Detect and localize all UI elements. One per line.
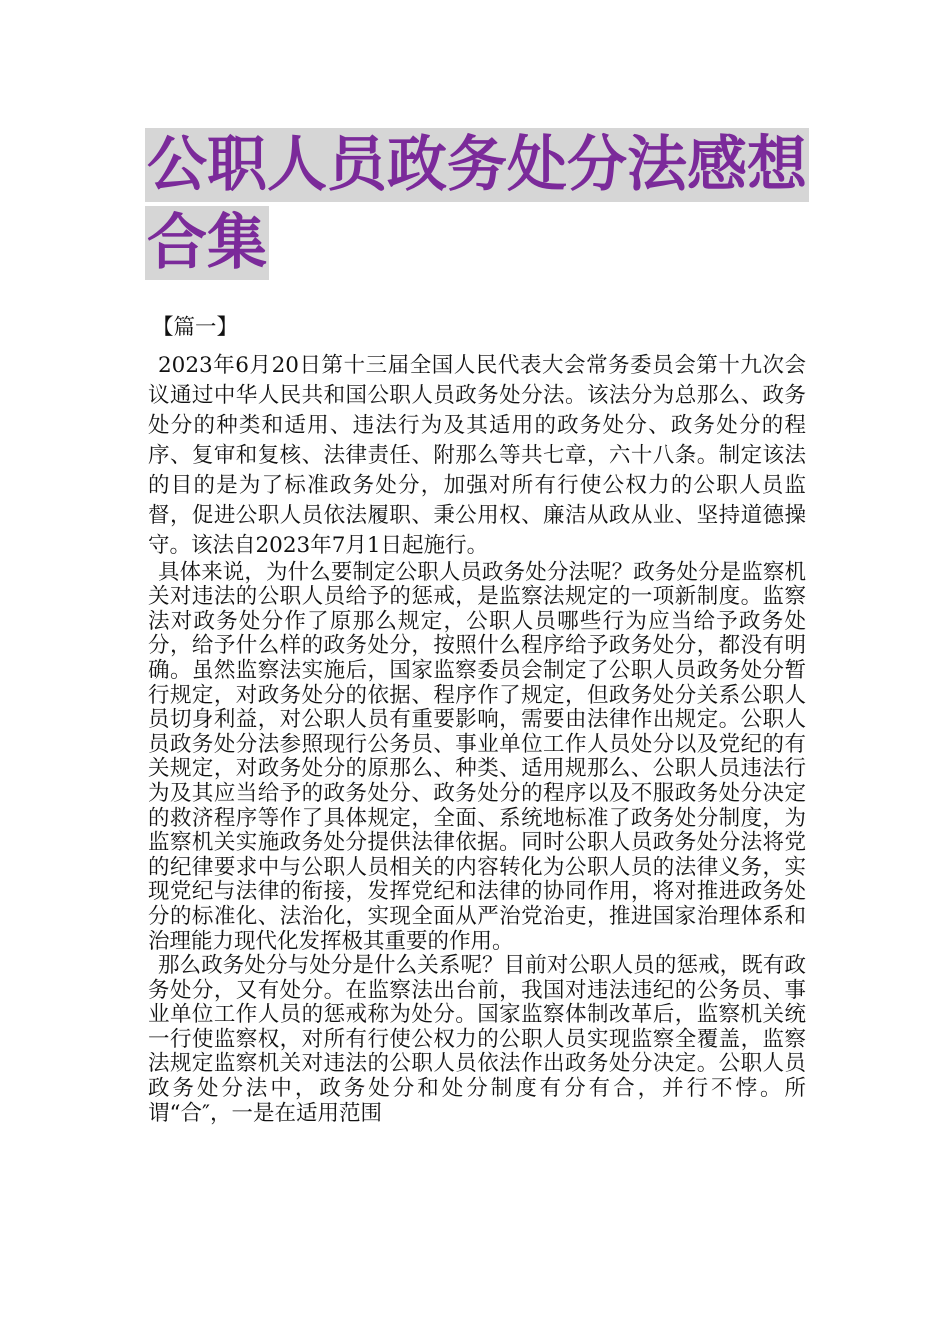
paragraph-2: 具体来说，为什么要制定公职人员政务处分法呢？政务处分是监察机关对违法的公职人员给予的惩戒，是监察法规定的一项新制度。监察法对政务处分作了原那么规定，公职人员哪些行为应当给予政务处分，给予什么样的政务处分，按照什么程序给予政务处分，都没有明确。虽然监察法实施后，国家监察委员会制定了公职人员政务处分暂行规定，对政务处分的依据、程序作了规定，但政务处分关系公职人员切身利益，对公职人员有重要影响，需要由法律作出规定。公职人员政务处分法参照现行公务员、事业单位工作人员处分以及党纪的有关规定，对政务处分的原那么、种类、适用规那么、公职人员违法行为及其应当给予的政务处分、政务处分的程序以及不服政务处分决定的救济程序等作了具体规定，全面、系统地标准了政务处分制度，为监察机关实施政务处分提供法律依据。同时公职人员政务处分法将党的纪律要求中与公职人员相关的内容转化为公职人员的法律义务，实现党纪与法律的衔接，发挥党纪和法律的协同作用，将对推进政务处分的标准化、法治化，实现全面从严治党治吏，推进国家治理体系和治理能力现代化发挥极其重要的作用。 xyxy=(148,559,806,954)
paragraph-3: 那么政务处分与处分是什么关系呢？目前对公职人员的惩戒，既有政务处分，又有处分。在监察法出台前，我国对违法违纪的公务员、事业单位工作人员的惩戒称为处分。国家监察体制改革后，监察机关统一行使监察权，对所有行使公权力的公职人员实现监察全覆盖，监察法规定监察机关对违法的公职人员依法作出政务处分决定。公职人员政务处分法中，政务处分和处分制度有分有合，并行不悖。所谓“合″，一是在适用范围 xyxy=(148,953,806,1126)
title-line-1: 公职人员政务处分法感想 xyxy=(147,130,807,200)
title-line-2: 合集 xyxy=(147,208,267,278)
paragraph-1: 2023年6月20日第十三届全国人民代表大会常务委员会第十九次会议通过中华人民共和国公职人员政务处分法。该法分为总那么、政务处分的种类和适用、违法行为及其适用的政务处分、政务处分的程序、复审和复核、法律责任、附那么等共七章，六十八条。制定该法的目的是为了标准政务处分，加强对所有行使公权力的公职人员监督，促进公职人员依法履职、秉公用权、廉洁从政从业、坚持道德操守。该法自2023年7月1日起施行。 xyxy=(148,352,806,558)
section-header: 【篇一】 xyxy=(152,315,239,340)
document-body xyxy=(148,316,806,1126)
document-title xyxy=(145,128,825,284)
